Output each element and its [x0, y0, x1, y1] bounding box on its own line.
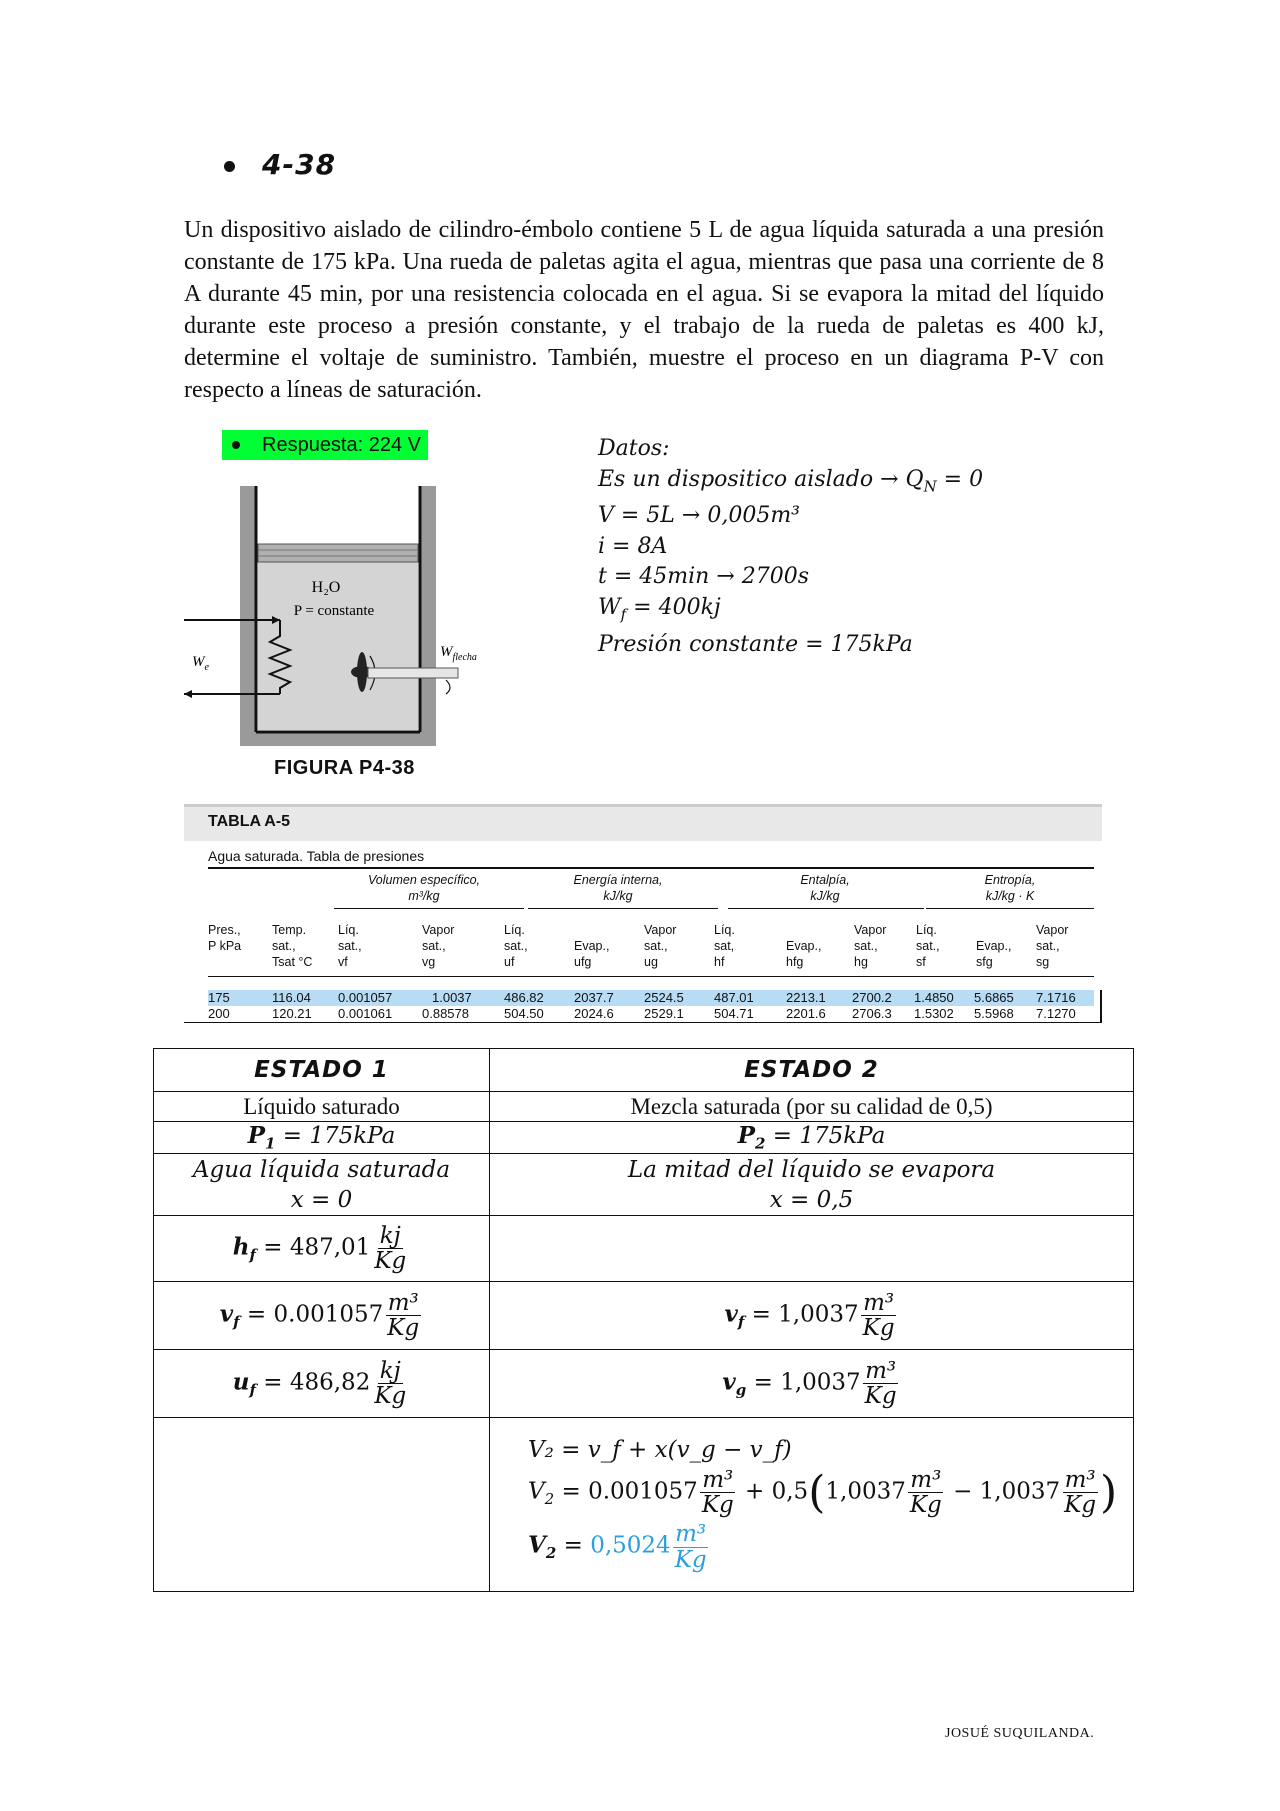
problem-number: 4-38: [262, 148, 337, 181]
data-line-time: t = 45min → 2700s: [598, 564, 810, 590]
table-title-band: [184, 804, 1102, 841]
col-header-ug: Vapor sat., ug: [644, 923, 677, 969]
group-volume: Volumen específico, m³/kg: [367, 873, 481, 903]
data-line-volume: V = 5L → 0,005m³: [598, 503, 800, 529]
col-header-vg: Vapor sat., vg: [422, 923, 455, 969]
answer-highlight: [222, 430, 428, 460]
piston: [258, 544, 418, 562]
state1-hf: $h_f = 487,01$ $\frac{kj}{Kg}$: [154, 1216, 490, 1282]
shaft-work-label: $W_{flecha}$: [440, 644, 477, 663]
col-header-sg: Vapor sat., sg: [1036, 923, 1069, 969]
table-subtitle: Agua saturada. Tabla de presiones: [208, 848, 425, 864]
state1-quality: Agua líquida saturada x = 0: [154, 1154, 490, 1216]
table-right-bar: [1100, 990, 1102, 1022]
data-title: Datos:: [598, 436, 670, 461]
table-row: 200 120.21 0.001061 0.88578 504.50 2024.6 2529.1 504.71 2201.6 2706.3 1.5302 5.5968 7.1270: [208, 1006, 1076, 1021]
state2-volume-calc: [490, 1418, 1134, 1592]
col-header-pressure: Pres., P kPa: [208, 923, 242, 953]
heading-bullet: [224, 161, 235, 172]
state1-vf: $v_f = 0.001057$ $\frac{\text{m³}}{Kg}$: [154, 1282, 490, 1350]
state2-empty-cell: [490, 1216, 1134, 1282]
col-header-uf: Líq. sat., uf: [504, 923, 528, 969]
state2-pressure: $P_2 = 175kPa$: [490, 1122, 1134, 1154]
shaft: [368, 668, 458, 678]
col-header-hg: Vapor sat., hg: [854, 923, 887, 969]
answer-bullet: [232, 441, 240, 449]
group-internal-energy: Energía interna, kJ/kg: [573, 873, 663, 903]
data-line-insulated: Es un dispositico aislado → $Q_N = 0$: [598, 466, 984, 495]
steam-table-a5: [184, 800, 1102, 1022]
state1-pressure: $P_1 = 175kPa$: [154, 1122, 490, 1154]
pressure-label: P = constante: [293, 603, 375, 619]
state2-header: ESTADO 2: [490, 1049, 1134, 1092]
figure-caption: FIGURA P4-38: [274, 757, 415, 779]
volume-result: $V_2 = 0,5024$ $\frac{\text{m³}}{Kg}$: [528, 1521, 707, 1573]
cylinder-piston-figure: [184, 470, 514, 750]
col-header-hf: Líq. sat, hf: [714, 923, 735, 969]
data-line-current: i = 8A: [598, 533, 668, 559]
group-entropy: Entropía, kJ/kg · K: [984, 873, 1036, 903]
answer-text: Respuesta: 224 V: [262, 434, 421, 456]
electric-work-label: $W_e$: [192, 654, 209, 673]
table-row: 175 116.04 0.001057 1.0037 486.82 2037.7 2524.5 487.01 2213.1 2700.2 1.4850 5.6865 7.1716: [208, 990, 1094, 1006]
table-bottom-rule: [184, 1022, 1102, 1023]
problem-statement: Un dispositivo aislado de cilindro-émbolo contiene 5 L de agua líquida saturada a una presión constante de 175 kPa. Una rueda de paletas agita el agua, mientras que pasa una corriente de 8 A durante 45 min, por una resistencia colocada en el agua. Si se evapora la mitad del líquido durante este proceso a presión constante, y el trabajo de la rueda de paletas es 400 kJ, determine el voltaje de suministro. También, muestre el proceso en un diagrama P-V con respecto a líneas de saturación.: [184, 217, 1104, 403]
data-line-paddle-work: $W_f = 400kj$: [598, 594, 721, 624]
volume-substitution: $V_2 = 0.001057$ $\frac{\text{m³}}{Kg}$ + 0,5(1,0037 $\frac{\text{m³}}{Kg}$ − 1,0037 $\frac{\text{m³}}{Kg}$ ): [528, 1467, 1118, 1519]
table-header-rule: [208, 976, 1094, 977]
col-header-sf: Líq. sat., sf: [916, 923, 940, 969]
given-data: [598, 434, 983, 660]
col-header-vf: Líq. sat., vf: [338, 923, 362, 969]
col-header-sfg: Evap., sfg: [976, 939, 1012, 969]
fluid-label: H₂O: [311, 579, 341, 596]
volume-formula: V₂ = v_f + x(v_g − v_f): [528, 1437, 792, 1464]
state1-empty-cell: [154, 1418, 490, 1592]
states-table: [153, 1048, 1134, 1592]
state1-description: Líquido saturado: [154, 1092, 490, 1122]
table-top-rule: [208, 867, 1094, 869]
table-title: TABLA A-5: [208, 813, 291, 830]
data-line-pressure: Presión constante = 175kPa: [598, 631, 913, 657]
state1-header: ESTADO 1: [154, 1049, 490, 1092]
group-enthalpy: Entalpía, kJ/kg: [800, 873, 850, 903]
state2-vg: $v_g = 1,0037$ $\frac{\text{m³}}{Kg}$: [490, 1350, 1134, 1418]
state2-description: Mezcla saturada (por su calidad de 0,5): [490, 1092, 1134, 1122]
state2-quality: La mitad del líquido se evapora x = 0,5: [490, 1154, 1134, 1216]
state2-vf: $v_f = 1,0037$ $\frac{\text{m³}}{Kg}$: [490, 1282, 1134, 1350]
col-header-hfg: Evap., hfg: [786, 939, 822, 969]
author-footer: JOSUÉ SUQUILANDA.: [945, 1726, 1095, 1741]
col-header-ufg: Evap., ufg: [574, 939, 610, 969]
state1-uf: $u_f = 486,82$ $\frac{kj}{Kg}$: [154, 1350, 490, 1418]
col-header-temperature: Temp. sat., Tsat °C: [272, 923, 313, 969]
